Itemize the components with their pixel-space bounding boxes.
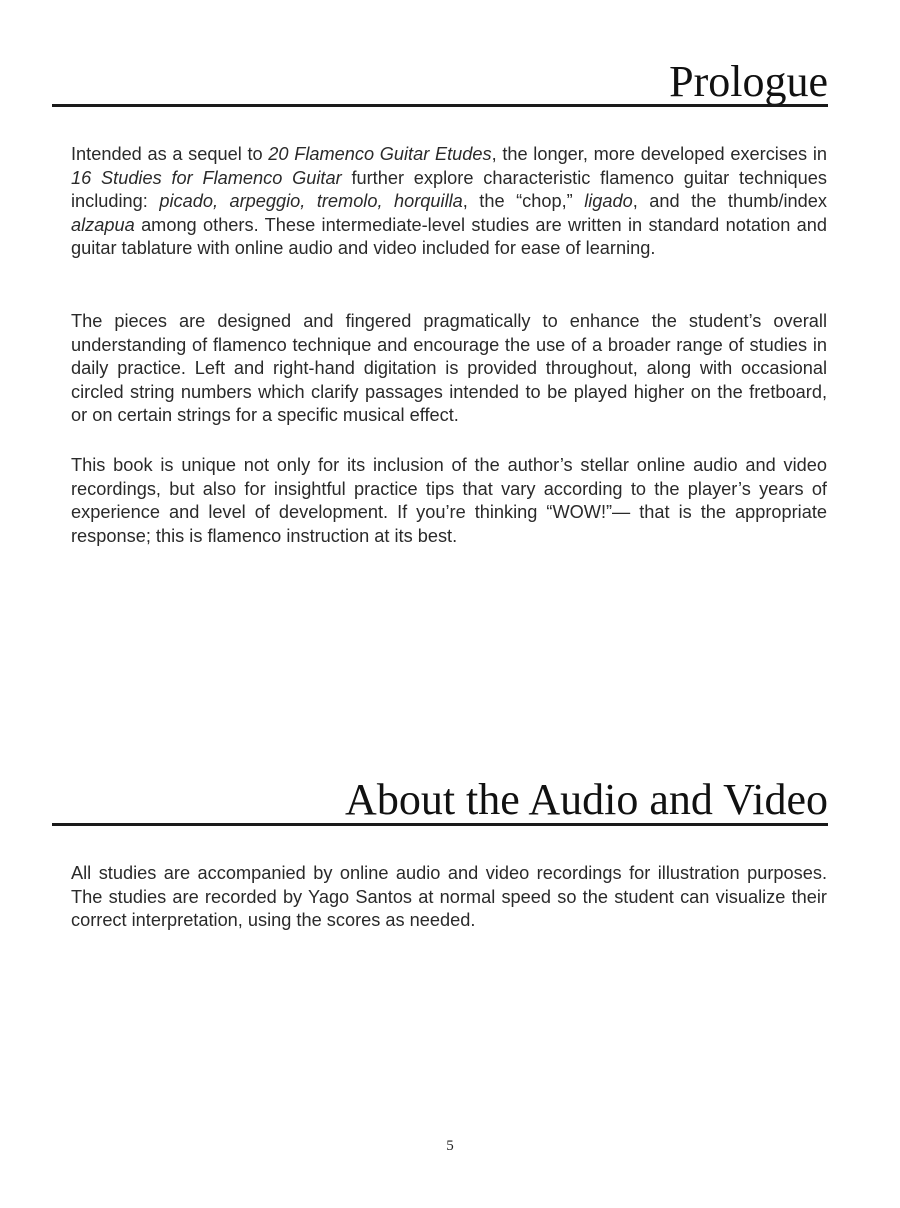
- prologue-p1-book-title-etudes: 20 Flamenco Guitar Etudes: [268, 144, 492, 164]
- prologue-p1-text-2: , the longer, more developed exercises in: [491, 144, 827, 164]
- prologue-p1-technique-alzapua: alzapua: [71, 214, 135, 235]
- audio-video-paragraph: All studies are accompanied by online audio and video recordings for illustration purposes. The studies are recorded by Yago Santos at normal speed so the student can visualize their correct interpretation, using the scores as needed.: [71, 863, 827, 931]
- prologue-paragraph-3: This book is unique not only for its inclusion of the author’s stellar online audio and video recordings, but also for insightful practice tips that vary according to the player’s years of experience and level of development. If you’re thinking “WOW!”— that is the appropriate response; this is flamenco instruction at its best.: [71, 455, 827, 546]
- audio-video-heading-rule: [52, 823, 828, 826]
- page-number: 5: [446, 1138, 454, 1154]
- prologue-p1-text-1: Intended as a sequel to: [71, 144, 269, 164]
- prologue-paragraph-2: The pieces are designed and fingered pragmatically to enhance the student’s overall understanding of flamenco technique and encourage the use of a broader range of studies in daily practice. Left and right-hand digitation is provided throughout, along with occasional circled string numbers which clarify passages intended to be played higher on the fretboard, or on certain strings for a specific musical effect.: [71, 311, 827, 426]
- prologue-p1-techniques-list: picado, arpeggio, tremolo, horquilla: [159, 191, 463, 212]
- prologue-p1-technique-ligado: ligado: [584, 191, 633, 212]
- prologue-paragraph-1: [71, 143, 827, 261]
- prologue-p1-text-5: , and the thumb/index: [632, 191, 827, 212]
- prologue-p1-text-4: , the “chop,”: [462, 191, 585, 212]
- prologue-p1-text-6: among others. These intermediate-level studies are written in standard notation and guitar tablature with online audio and video included for ease of learning.: [71, 214, 827, 259]
- prologue-p1-text-3: further explore characteristic flamenco guitar techniques including:: [71, 167, 827, 212]
- prologue-heading: Prologue: [669, 57, 828, 106]
- prologue-p1-book-title-studies: 16 Studies for Flamenco Guitar: [71, 167, 342, 188]
- prologue-heading-rule: [52, 104, 828, 107]
- audio-video-heading: About the Audio and Video: [345, 775, 828, 824]
